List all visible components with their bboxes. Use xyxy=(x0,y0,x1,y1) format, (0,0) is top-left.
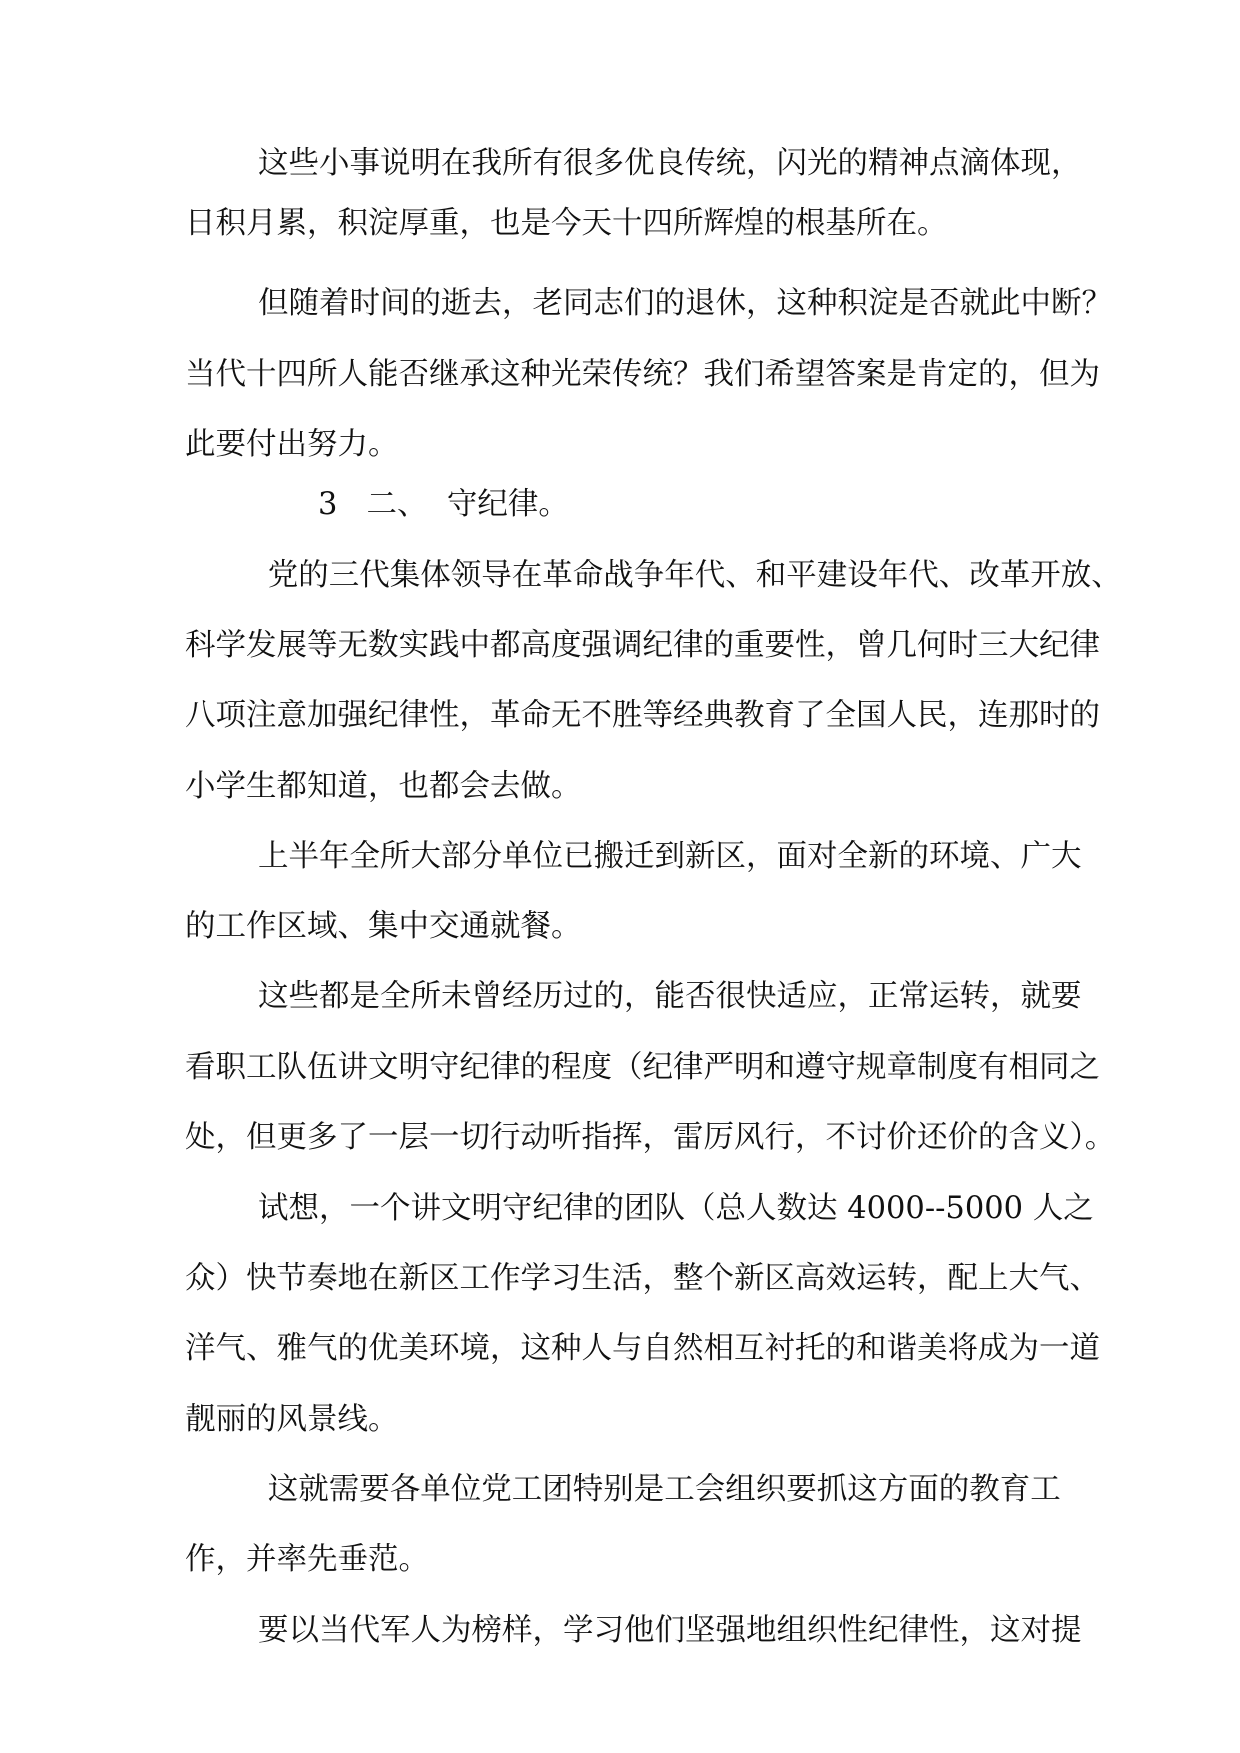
paragraph-4-line-2: 的工作区域、集中交通就餐。 xyxy=(185,909,582,944)
paragraph-2-line-1: 但随着时间的逝去，老同志们的退休，这种积淀是否就此中断？ xyxy=(258,286,1112,321)
paragraph-3-line-2: 科学发展等无数实践中都高度强调纪律的重要性，曾几何时三大纪律 xyxy=(185,628,1100,663)
paragraph-2-line-3: 此要付出努力。 xyxy=(185,427,399,462)
paragraph-6-line-1: 试想，一个讲文明守纪律的团队（总人数达 4000--5000 人之 xyxy=(258,1191,1094,1226)
paragraph-4-line-1: 上半年全所大部分单位已搬迁到新区，面对全新的环境、广大 xyxy=(258,839,1082,874)
paragraph-3-line-4: 小学生都知道，也都会去做。 xyxy=(185,769,582,804)
paragraph-1-line-2: 日积月累，积淀厚重，也是今天十四所辉煌的根基所在。 xyxy=(185,206,948,241)
paragraph-6-line-4: 靓丽的风景线。 xyxy=(185,1402,399,1437)
paragraph-7-line-2: 作，并率先垂范。 xyxy=(185,1542,429,1577)
paragraph-5-line-1: 这些都是全所未曾经历过的，能否很快适应，正常运转，就要 xyxy=(258,979,1082,1014)
paragraph-6-line-3: 洋气、雅气的优美环境，这种人与自然相互衬托的和谐美将成为一道 xyxy=(185,1331,1100,1366)
section-heading: 3 二、 守纪律。 xyxy=(318,487,569,522)
paragraph-2-line-2: 当代十四所人能否继承这种光荣传统？我们希望答案是肯定的，但为 xyxy=(185,357,1100,392)
paragraph-8-line-1: 要以当代军人为榜样，学习他们坚强地组织性纪律性，这对提 xyxy=(258,1613,1082,1648)
paragraph-1-line-1: 这些小事说明在我所有很多优良传统，闪光的精神点滴体现， xyxy=(258,146,1082,181)
paragraph-3-line-3: 八项注意加强纪律性，革命无不胜等经典教育了全国人民，连那时的 xyxy=(185,698,1100,733)
paragraph-7-line-1: 这就需要各单位党工团特别是工会组织要抓这方面的教育工 xyxy=(258,1472,1061,1507)
paragraph-5-line-2: 看职工队伍讲文明守纪律的程度（纪律严明和遵守规章制度有相同之 xyxy=(185,1050,1100,1085)
paragraph-3-line-1: 党的三代集体领导在革命战争年代、和平建设年代、改革开放、 xyxy=(258,558,1122,593)
paragraph-6-line-2: 众）快节奏地在新区工作学习生活，整个新区高效运转，配上大气、 xyxy=(185,1261,1100,1296)
paragraph-5-line-3: 处，但更多了一层一切行动听指挥，雷厉风行，不讨价还价的含义）。 xyxy=(185,1120,1116,1155)
